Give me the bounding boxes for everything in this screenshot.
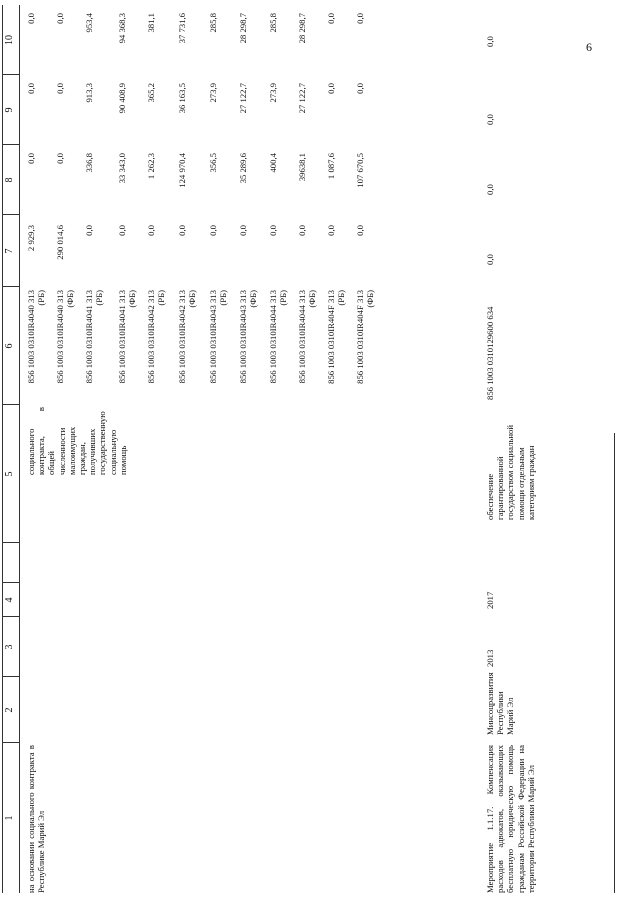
event-responsible: Минсоцразвития Республики Марий Эл xyxy=(485,672,516,735)
row-value-c8: 336,8 xyxy=(84,153,94,173)
row-value-c7: 0,0 xyxy=(297,225,307,236)
row-value-c10: 94 368,3 xyxy=(117,13,127,44)
column-header-2: 2 xyxy=(4,707,15,713)
row-value-c9: 0,0 xyxy=(26,83,36,94)
column-header-1: 1 xyxy=(4,815,15,821)
column-header-9: 9 xyxy=(4,107,15,113)
row-value-c8: 400,4 xyxy=(268,153,278,173)
continuation-result-text: социального контракта, в общей численности малоимущих граждан, получивших государственную социальную помощь xyxy=(26,407,128,475)
row-value-c9: 365,2 xyxy=(146,83,156,103)
row-value-c8: 356,5 xyxy=(208,153,218,173)
row-value-c7: 0,0 xyxy=(146,225,156,236)
event-start-year: 2013 xyxy=(485,649,495,667)
header-bottom-line xyxy=(19,5,20,893)
row-value-c10: 28 298,7 xyxy=(297,13,307,44)
row-value-c7: 2 929,3 xyxy=(26,225,36,252)
column-header-6: 6 xyxy=(4,343,15,349)
row-value-c9: 90 408,9 xyxy=(117,83,127,114)
continuation-basis-text: на основании социального контракта в Республике Марий Эл xyxy=(26,745,47,893)
row-value-c7: 0,0 xyxy=(177,225,187,236)
row-kbk: 856 1003 0310IR4043 313 (РБ) xyxy=(208,290,229,384)
event-col9: 0,0 xyxy=(485,114,495,125)
row-value-c10: 0,0 xyxy=(326,13,336,24)
event-col10: 0,0 xyxy=(485,36,495,47)
row-value-c9: 273,9 xyxy=(268,83,278,103)
row-value-c8: 33 343,0 xyxy=(117,153,127,184)
row-kbk: 856 1003 0310IR4041 313 (РБ) xyxy=(84,290,105,384)
row-value-c10: 0,0 xyxy=(26,13,36,24)
event-result: обеспечение гарантированной государством социальной помощи отдельным категориям граждан xyxy=(485,425,536,520)
row-value-c9: 27 122,7 xyxy=(297,83,307,114)
row-value-c7: 0,0 xyxy=(355,225,365,236)
row-value-c8: 0,0 xyxy=(55,153,65,164)
row-value-c7: 0,0 xyxy=(238,225,248,236)
page-number: 6 xyxy=(586,40,592,54)
event-end-year: 2017 xyxy=(485,591,495,609)
row-value-c9: 27 122,7 xyxy=(238,83,248,114)
row-value-c10: 953,4 xyxy=(84,13,94,33)
row-kbk: 856 1003 0310IR404F 313 (ФБ) xyxy=(355,290,376,384)
row-value-c7: 0,0 xyxy=(326,225,336,236)
row-kbk: 856 1003 0310IR4041 313 (ФБ) xyxy=(117,290,138,384)
row-value-c9: 0,0 xyxy=(355,83,365,94)
row-value-c9: 913,3 xyxy=(84,83,94,103)
header-top-line xyxy=(2,5,3,893)
row-value-c10: 381,1 xyxy=(146,13,156,33)
row-value-c10: 37 731,6 xyxy=(177,13,187,44)
row-kbk: 856 1003 0310IR4044 313 (РБ) xyxy=(268,290,289,384)
row-value-c9: 0,0 xyxy=(55,83,65,94)
row-kbk: 856 1003 0310IR4042 313 (РБ) xyxy=(146,290,167,384)
event-kbk: 856 1003 0310129600 634 xyxy=(485,306,495,400)
row-value-c8: 1 087,6 xyxy=(326,153,336,180)
row-kbk: 856 1003 0310IR4042 313 (ФБ) xyxy=(177,290,198,384)
row-value-c10: 285,8 xyxy=(268,13,278,33)
row-value-c8: 124 970,4 xyxy=(177,153,187,188)
column-header-8: 8 xyxy=(4,177,15,183)
row-value-c8: 0,0 xyxy=(26,153,36,164)
row-value-c8: 35 289,6 xyxy=(238,153,248,184)
row-value-c10: 0,0 xyxy=(55,13,65,24)
column-header-10: 10 xyxy=(4,35,15,45)
row-kbk: 856 1003 0310IR4044 313 (ФБ) xyxy=(297,290,318,384)
column-header-7: 7 xyxy=(4,248,15,254)
table-bottom-line xyxy=(614,433,615,893)
row-kbk: 856 1003 0310IR4043 313 (ФБ) xyxy=(238,290,259,384)
row-value-c7: 0,0 xyxy=(84,225,94,236)
row-value-c10: 0,0 xyxy=(355,13,365,24)
event-title: Мероприятие 1.1.17. Компенсация расходов адвокатов, оказывающих бесплатную юридическую помощь гражданам Российской Федерации на территории Республики Марий Эл xyxy=(485,745,536,893)
row-value-c9: 0,0 xyxy=(326,83,336,94)
row-value-c8: 39638,1 xyxy=(297,153,307,182)
event-col7: 0,0 xyxy=(485,254,495,265)
row-kbk: 856 1003 0310IR4040 313 (ФБ) xyxy=(55,290,76,384)
row-value-c7: 290 014,6 xyxy=(55,225,65,260)
column-header-4: 4 xyxy=(4,597,15,603)
event-col8: 0,0 xyxy=(485,184,495,195)
row-value-c8: 1 262,3 xyxy=(146,153,156,180)
row-value-c9: 36 163,5 xyxy=(177,83,187,114)
row-kbk: 856 1003 0310IR404F 313 (РБ) xyxy=(326,290,347,384)
row-value-c10: 28 298,7 xyxy=(238,13,248,44)
column-header-5: 5 xyxy=(4,471,15,477)
row-value-c7: 0,0 xyxy=(117,225,127,236)
row-value-c8: 107 670,5 xyxy=(355,153,365,188)
row-value-c10: 285,8 xyxy=(208,13,218,33)
column-header-3: 3 xyxy=(4,644,15,650)
row-value-c7: 0,0 xyxy=(208,225,218,236)
row-value-c9: 273,9 xyxy=(208,83,218,103)
row-value-c7: 0,0 xyxy=(268,225,278,236)
row-kbk: 856 1003 0310IR4040 313 (РБ) xyxy=(26,290,47,384)
